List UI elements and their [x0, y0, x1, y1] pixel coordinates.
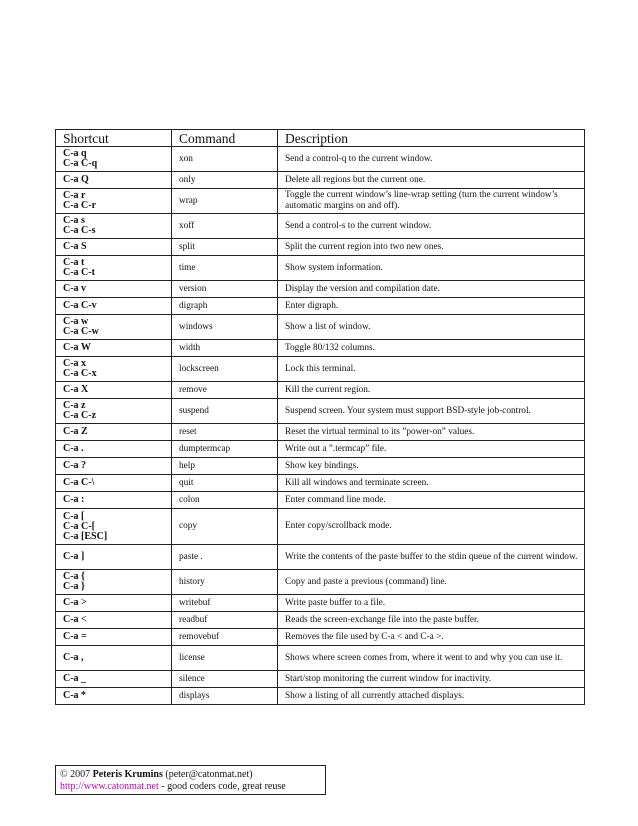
table-row	[56, 281, 585, 298]
shortcut-key: C-a _	[63, 673, 87, 684]
shortcut-key: C-a t	[63, 257, 85, 268]
description-cell: Enter copy/scrollback mode.	[278, 509, 585, 545]
command-cell: windows	[172, 315, 278, 340]
website-link[interactable]: http://www.catonmat.net	[60, 781, 159, 792]
shortcut-key: C-a :	[63, 494, 85, 505]
description-cell: Write out a ”.termcap” file.	[278, 441, 585, 458]
shortcut-cell	[56, 688, 172, 705]
command-cell: writebuf	[172, 595, 278, 612]
shortcut-key: C-a >	[63, 597, 87, 608]
description-cell: Toggle 80/132 columns.	[278, 340, 585, 357]
shortcut-key: C-a C-r	[63, 200, 97, 211]
header-description: Description	[278, 130, 585, 147]
shortcut-cell	[56, 629, 172, 646]
description-cell: Kill all windows and terminate screen.	[278, 475, 585, 492]
shortcut-cell	[56, 382, 172, 399]
table-row	[56, 382, 585, 399]
command-cell: removebuf	[172, 629, 278, 646]
command-cell: time	[172, 256, 278, 281]
shortcut-cell	[56, 189, 172, 214]
shortcut-table	[55, 129, 585, 705]
command-cell: quit	[172, 475, 278, 492]
table-row	[56, 214, 585, 239]
shortcut-key: C-a C-s	[63, 225, 96, 236]
description-cell: Write paste buffer to a file.	[278, 595, 585, 612]
description-cell: Show key bindings.	[278, 458, 585, 475]
description-cell: Start/stop monitoring the current window for inactivity.	[278, 671, 585, 688]
shortcut-cell	[56, 239, 172, 256]
command-cell: version	[172, 281, 278, 298]
description-cell: Lock this terminal.	[278, 357, 585, 382]
description-cell: Display the version and compilation date.	[278, 281, 585, 298]
shortcut-key: C-a Q	[63, 174, 89, 185]
shortcut-key: C-a ]	[63, 551, 85, 562]
table-row	[56, 492, 585, 509]
command-cell: help	[172, 458, 278, 475]
table-row	[56, 570, 585, 595]
shortcut-key: C-a s	[63, 215, 85, 226]
shortcut-key: C-a x	[63, 358, 87, 369]
command-cell: silence	[172, 671, 278, 688]
table-row	[56, 629, 585, 646]
shortcut-key: C-a ?	[63, 460, 87, 471]
shortcut-key: C-a C-q	[63, 158, 98, 169]
shortcut-key: C-a C-v	[63, 300, 97, 311]
table-row	[56, 509, 585, 545]
tagline: - good coders code, great reuse	[161, 781, 286, 792]
command-cell: reset	[172, 424, 278, 441]
shortcut-cell	[56, 441, 172, 458]
description-cell: Reset the virtual terminal to its ”power-on” values.	[278, 424, 585, 441]
command-cell: split	[172, 239, 278, 256]
shortcut-key: C-a C-\	[63, 477, 95, 488]
shortcut-key: C-a C-x	[63, 368, 97, 379]
author-name: Peteris Krumins	[92, 769, 163, 780]
table-row	[56, 147, 585, 172]
command-cell: xoff	[172, 214, 278, 239]
table-row	[56, 298, 585, 315]
table-row	[56, 612, 585, 629]
shortcut-cell	[56, 545, 172, 570]
description-cell: Kill the current region.	[278, 382, 585, 399]
command-cell: only	[172, 172, 278, 189]
command-cell: displays	[172, 688, 278, 705]
shortcut-key: C-a ,	[63, 652, 84, 663]
command-cell: digraph	[172, 298, 278, 315]
shortcut-cell	[56, 509, 172, 545]
command-cell: dumptermcap	[172, 441, 278, 458]
shortcut-cell	[56, 671, 172, 688]
command-cell: width	[172, 340, 278, 357]
shortcut-cell	[56, 256, 172, 281]
shortcut-key: C-a [	[63, 510, 85, 522]
shortcut-cell	[56, 492, 172, 509]
shortcut-cell	[56, 424, 172, 441]
table-row	[56, 671, 585, 688]
table-row	[56, 458, 585, 475]
command-cell: license	[172, 646, 278, 671]
table-row	[56, 189, 585, 214]
shortcut-key: C-a q	[63, 148, 87, 159]
shortcut-key: C-a }	[63, 581, 85, 592]
description-cell: Split the current region into two new ones.	[278, 239, 585, 256]
shortcut-key: C-a z	[63, 400, 86, 411]
shortcut-cell	[56, 340, 172, 357]
command-cell: xon	[172, 147, 278, 172]
table-row	[56, 340, 585, 357]
shortcut-key: C-a r	[63, 190, 86, 201]
copyright: © 2007	[60, 769, 91, 780]
shortcut-cell	[56, 458, 172, 475]
table-row	[56, 688, 585, 705]
command-cell: lockscreen	[172, 357, 278, 382]
description-cell: Toggle the current window’s line-wrap setting (turn the current window’s automatic margins on and off).	[278, 189, 585, 214]
shortcut-cell	[56, 595, 172, 612]
description-cell: Write the contents of the paste buffer to the stdin queue of the current window.	[278, 545, 585, 570]
table-row	[56, 172, 585, 189]
shortcut-key: C-a C-w	[63, 326, 99, 337]
table-row	[56, 357, 585, 382]
command-cell: history	[172, 570, 278, 595]
shortcut-cell	[56, 147, 172, 172]
shortcut-key: C-a X	[63, 384, 89, 395]
description-cell: Reads the screen-exchange file into the paste buffer.	[278, 612, 585, 629]
shortcut-key: C-a .	[63, 443, 84, 454]
description-cell: Removes the file used by C-a < and C-a >.	[278, 629, 585, 646]
shortcut-cell	[56, 399, 172, 424]
table-row	[56, 239, 585, 256]
shortcut-key: C-a C-[	[63, 520, 95, 532]
table-row	[56, 595, 585, 612]
description-cell: Enter command line mode.	[278, 492, 585, 509]
shortcut-key: C-a w	[63, 316, 89, 327]
table-row	[56, 441, 585, 458]
shortcut-key: C-a C-t	[63, 267, 95, 278]
shortcut-key: C-a C-z	[63, 410, 97, 421]
shortcut-key: C-a v	[63, 283, 87, 294]
shortcut-key: C-a <	[63, 614, 87, 625]
command-cell: remove	[172, 382, 278, 399]
shortcut-key: C-a W	[63, 342, 91, 353]
shortcut-key: C-a =	[63, 631, 87, 642]
table-row	[56, 424, 585, 441]
shortcut-cell	[56, 475, 172, 492]
shortcut-key: C-a [ESC]	[63, 530, 108, 542]
command-cell: copy	[172, 509, 278, 545]
command-cell: readbuf	[172, 612, 278, 629]
shortcut-key: C-a Z	[63, 426, 88, 437]
table-row	[56, 545, 585, 570]
description-cell: Send a control-s to the current window.	[278, 214, 585, 239]
description-cell: Delete all regions but the current one.	[278, 172, 585, 189]
shortcut-key: C-a *	[63, 690, 87, 701]
shortcut-cell	[56, 357, 172, 382]
description-cell: Show system information.	[278, 256, 585, 281]
table-row	[56, 399, 585, 424]
command-cell: wrap	[172, 189, 278, 214]
command-cell: colon	[172, 492, 278, 509]
description-cell: Copy and paste a previous (command) line.	[278, 570, 585, 595]
table-row	[56, 475, 585, 492]
description-cell: Show a listing of all currently attached displays.	[278, 688, 585, 705]
shortcut-cell	[56, 570, 172, 595]
shortcut-cell	[56, 172, 172, 189]
table-header-row	[56, 130, 585, 147]
description-cell: Suspend screen. Your system must support BSD-style job-control.	[278, 399, 585, 424]
shortcut-cell	[56, 646, 172, 671]
header-command: Command	[172, 130, 278, 147]
footer-credit	[55, 765, 326, 795]
description-cell: Show a list of window.	[278, 315, 585, 340]
shortcut-cell	[56, 315, 172, 340]
description-cell: Shows where screen comes from, where it went to and why you can use it.	[278, 646, 585, 671]
shortcut-key: C-a {	[63, 571, 85, 582]
table-row	[56, 256, 585, 281]
table-row	[56, 646, 585, 671]
shortcut-key: C-a S	[63, 241, 87, 252]
shortcut-cell	[56, 281, 172, 298]
author-email: (peter@catonmat.net)	[165, 769, 253, 780]
header-shortcut: Shortcut	[56, 130, 172, 147]
shortcut-cell	[56, 298, 172, 315]
command-cell: suspend	[172, 399, 278, 424]
command-cell: paste .	[172, 545, 278, 570]
shortcut-cell	[56, 214, 172, 239]
description-cell: Enter digraph.	[278, 298, 585, 315]
table-row	[56, 315, 585, 340]
description-cell: Send a control-q to the current window.	[278, 147, 585, 172]
shortcut-cell	[56, 612, 172, 629]
